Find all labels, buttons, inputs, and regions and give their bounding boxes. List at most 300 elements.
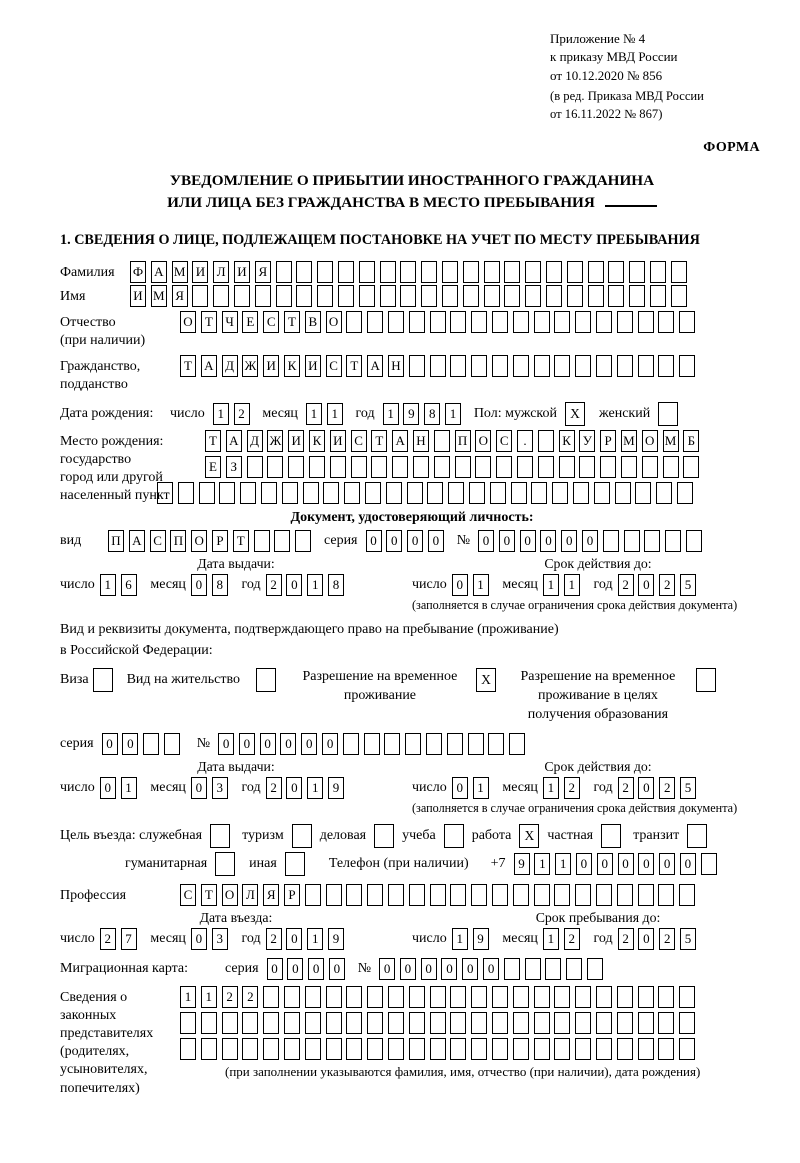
char-cell[interactable] [575,884,591,906]
char-cell[interactable] [504,285,520,307]
char-cell[interactable]: С [263,311,279,333]
char-cell[interactable] [338,285,354,307]
char-cell[interactable] [409,884,425,906]
char-cell[interactable] [484,285,500,307]
char-cell[interactable] [617,1012,633,1034]
char-cell[interactable] [448,482,464,504]
char-cell[interactable]: О [180,311,196,333]
char-cell[interactable] [388,311,404,333]
char-cell[interactable] [407,482,423,504]
char-cell[interactable] [534,986,550,1008]
char-cell[interactable]: 5 [680,574,696,596]
char-cell[interactable] [511,482,527,504]
char-cell[interactable] [380,261,396,283]
char-cell[interactable] [364,733,380,755]
char-cell[interactable]: Б [683,430,699,452]
char-cell[interactable] [513,884,529,906]
char-cell[interactable] [629,261,645,283]
char-cell[interactable]: Н [413,430,429,452]
char-cell[interactable] [701,853,717,875]
purpose-private-checkbox[interactable] [601,824,621,848]
char-cell[interactable] [554,1038,570,1060]
char-cell[interactable] [552,482,568,504]
char-cell[interactable] [323,482,339,504]
char-cell[interactable] [566,958,582,980]
char-cell[interactable]: Р [212,530,228,552]
char-cell[interactable] [447,733,463,755]
char-cell[interactable] [509,733,525,755]
char-cell[interactable]: 0 [286,928,302,950]
char-cell[interactable] [575,1012,591,1034]
char-cell[interactable]: И [192,261,208,283]
char-cell[interactable] [617,311,633,333]
char-cell[interactable]: А [151,261,167,283]
char-cell[interactable] [388,1038,404,1060]
char-cell[interactable] [450,311,466,333]
char-cell[interactable] [638,1012,654,1034]
char-cell[interactable]: Л [213,261,229,283]
char-cell[interactable] [343,733,359,755]
char-cell[interactable] [367,986,383,1008]
char-cell[interactable] [513,986,529,1008]
purpose-commercial-checkbox[interactable] [374,824,394,848]
char-cell[interactable]: 0 [407,530,423,552]
char-cell[interactable] [213,285,229,307]
char-cell[interactable] [219,482,235,504]
char-cell[interactable]: 0 [680,853,696,875]
char-cell[interactable] [346,884,362,906]
char-cell[interactable]: 0 [597,853,613,875]
char-cell[interactable] [575,311,591,333]
char-cell[interactable]: У [579,430,595,452]
char-cell[interactable] [388,884,404,906]
char-cell[interactable] [471,986,487,1008]
char-cell[interactable]: 0 [308,958,324,980]
char-cell[interactable] [683,456,699,478]
char-cell[interactable] [629,285,645,307]
purpose-business-checkbox[interactable] [210,824,230,848]
char-cell[interactable] [400,285,416,307]
sex-male-checkbox[interactable]: X [565,402,585,426]
char-cell[interactable] [305,1012,321,1034]
char-cell[interactable]: О [475,430,491,452]
char-cell[interactable]: 2 [100,928,116,950]
char-cell[interactable]: А [392,430,408,452]
char-cell[interactable] [492,1038,508,1060]
char-cell[interactable] [305,884,321,906]
char-cell[interactable] [359,261,375,283]
char-cell[interactable] [534,311,550,333]
char-cell[interactable] [303,482,319,504]
char-cell[interactable]: 0 [618,853,634,875]
char-cell[interactable] [234,285,250,307]
char-cell[interactable]: П [170,530,186,552]
char-cell[interactable] [180,1038,196,1060]
char-cell[interactable] [455,456,471,478]
char-cell[interactable] [492,884,508,906]
char-cell[interactable]: 1 [121,777,137,799]
char-cell[interactable] [588,285,604,307]
char-cell[interactable]: 2 [234,403,250,425]
char-cell[interactable] [658,1038,674,1060]
char-cell[interactable] [430,355,446,377]
char-cell[interactable]: Д [222,355,238,377]
char-cell[interactable]: 0 [400,958,416,980]
char-cell[interactable]: К [559,430,575,452]
char-cell[interactable] [365,482,381,504]
char-cell[interactable]: Ф [130,261,146,283]
char-cell[interactable] [199,482,215,504]
char-cell[interactable] [326,1012,342,1034]
char-cell[interactable] [534,1012,550,1034]
char-cell[interactable]: 1 [543,928,559,950]
char-cell[interactable]: 0 [122,733,138,755]
char-cell[interactable] [305,986,321,1008]
char-cell[interactable]: 0 [659,853,675,875]
char-cell[interactable] [490,482,506,504]
char-cell[interactable] [492,986,508,1008]
char-cell[interactable] [242,1012,258,1034]
char-cell[interactable]: М [151,285,167,307]
char-cell[interactable] [496,456,512,478]
char-cell[interactable] [442,285,458,307]
char-cell[interactable] [282,482,298,504]
char-cell[interactable]: 0 [421,958,437,980]
char-cell[interactable]: 0 [386,530,402,552]
char-cell[interactable] [650,261,666,283]
char-cell[interactable] [567,261,583,283]
char-cell[interactable]: 0 [441,958,457,980]
char-cell[interactable]: 3 [212,777,228,799]
char-cell[interactable] [344,482,360,504]
char-cell[interactable] [434,430,450,452]
char-cell[interactable] [263,1012,279,1034]
char-cell[interactable]: С [496,430,512,452]
char-cell[interactable] [679,311,695,333]
char-cell[interactable] [513,1012,529,1034]
char-cell[interactable] [450,1012,466,1034]
char-cell[interactable] [575,355,591,377]
char-cell[interactable]: И [130,285,146,307]
char-cell[interactable] [638,355,654,377]
char-cell[interactable] [386,482,402,504]
char-cell[interactable] [201,1012,217,1034]
char-cell[interactable] [546,261,562,283]
char-cell[interactable] [400,261,416,283]
char-cell[interactable] [326,986,342,1008]
char-cell[interactable] [671,261,687,283]
char-cell[interactable]: 1 [473,777,489,799]
char-cell[interactable]: 2 [242,986,258,1008]
char-cell[interactable] [617,884,633,906]
char-cell[interactable] [575,1038,591,1060]
char-cell[interactable] [554,884,570,906]
char-cell[interactable]: И [330,430,346,452]
char-cell[interactable] [525,285,541,307]
char-cell[interactable]: 0 [191,928,207,950]
char-cell[interactable]: Р [600,430,616,452]
char-cell[interactable] [261,482,277,504]
char-cell[interactable]: 0 [322,733,338,755]
char-cell[interactable] [538,456,554,478]
char-cell[interactable] [650,285,666,307]
char-cell[interactable]: Я [255,261,271,283]
purpose-humanitarian-checkbox[interactable] [215,852,235,876]
char-cell[interactable] [468,733,484,755]
char-cell[interactable]: 0 [191,574,207,596]
char-cell[interactable]: 2 [266,777,282,799]
char-cell[interactable]: 1 [180,986,196,1008]
char-cell[interactable]: М [621,430,637,452]
char-cell[interactable]: А [367,355,383,377]
char-cell[interactable] [305,1038,321,1060]
char-cell[interactable] [534,355,550,377]
char-cell[interactable]: 0 [576,853,592,875]
char-cell[interactable] [546,285,562,307]
char-cell[interactable] [677,482,693,504]
char-cell[interactable] [488,733,504,755]
char-cell[interactable] [679,1038,695,1060]
char-cell[interactable] [284,1038,300,1060]
purpose-tourism-checkbox[interactable] [292,824,312,848]
char-cell[interactable] [492,311,508,333]
char-cell[interactable]: 0 [366,530,382,552]
char-cell[interactable]: 1 [306,403,322,425]
char-cell[interactable]: 0 [540,530,556,552]
char-cell[interactable] [388,986,404,1008]
char-cell[interactable] [513,355,529,377]
char-cell[interactable] [426,733,442,755]
char-cell[interactable]: 0 [520,530,536,552]
char-cell[interactable] [531,482,547,504]
char-cell[interactable] [409,355,425,377]
char-cell[interactable] [471,1012,487,1034]
char-cell[interactable] [513,311,529,333]
char-cell[interactable]: И [288,430,304,452]
char-cell[interactable] [413,456,429,478]
char-cell[interactable] [665,530,681,552]
char-cell[interactable] [380,285,396,307]
char-cell[interactable]: 1 [534,853,550,875]
char-cell[interactable]: 2 [222,986,238,1008]
char-cell[interactable]: 0 [561,530,577,552]
char-cell[interactable]: 8 [424,403,440,425]
char-cell[interactable]: 5 [680,777,696,799]
char-cell[interactable] [267,456,283,478]
char-cell[interactable] [317,261,333,283]
char-cell[interactable]: М [663,430,679,452]
char-cell[interactable] [421,261,437,283]
char-cell[interactable]: Ж [267,430,283,452]
char-cell[interactable]: 1 [473,574,489,596]
char-cell[interactable] [538,430,554,452]
char-cell[interactable] [635,482,651,504]
char-cell[interactable] [284,1012,300,1034]
char-cell[interactable]: 1 [543,574,559,596]
char-cell[interactable]: 1 [201,986,217,1008]
char-cell[interactable] [492,355,508,377]
char-cell[interactable] [475,456,491,478]
char-cell[interactable] [359,285,375,307]
char-cell[interactable] [463,261,479,283]
char-cell[interactable] [525,958,541,980]
char-cell[interactable] [596,1038,612,1060]
char-cell[interactable] [658,355,674,377]
char-cell[interactable] [594,482,610,504]
char-cell[interactable] [663,456,679,478]
char-cell[interactable] [658,1012,674,1034]
char-cell[interactable] [471,311,487,333]
temp-residence-checkbox[interactable]: X [476,668,496,692]
char-cell[interactable] [326,884,342,906]
char-cell[interactable]: О [326,311,342,333]
char-cell[interactable]: Ч [222,311,238,333]
char-cell[interactable] [513,1038,529,1060]
char-cell[interactable] [587,958,603,980]
char-cell[interactable] [309,456,325,478]
char-cell[interactable]: 0 [452,574,468,596]
char-cell[interactable]: 0 [483,958,499,980]
char-cell[interactable] [608,285,624,307]
char-cell[interactable] [427,482,443,504]
char-cell[interactable]: 0 [452,777,468,799]
char-cell[interactable]: О [642,430,658,452]
char-cell[interactable] [658,311,674,333]
char-cell[interactable]: 6 [121,574,137,596]
char-cell[interactable] [143,733,159,755]
char-cell[interactable]: 0 [239,733,255,755]
char-cell[interactable] [222,1012,238,1034]
char-cell[interactable]: 1 [307,777,323,799]
char-cell[interactable] [603,530,619,552]
char-cell[interactable] [471,884,487,906]
char-cell[interactable] [638,986,654,1008]
char-cell[interactable]: 0 [218,733,234,755]
char-cell[interactable] [346,1012,362,1034]
char-cell[interactable] [164,733,180,755]
char-cell[interactable]: 1 [452,928,468,950]
char-cell[interactable] [317,285,333,307]
char-cell[interactable] [567,285,583,307]
char-cell[interactable]: Т [180,355,196,377]
char-cell[interactable] [346,311,362,333]
char-cell[interactable]: 2 [564,777,580,799]
char-cell[interactable]: 7 [121,928,137,950]
char-cell[interactable] [255,285,271,307]
char-cell[interactable]: И [263,355,279,377]
char-cell[interactable] [409,1038,425,1060]
char-cell[interactable]: Р [284,884,300,906]
char-cell[interactable]: Т [371,430,387,452]
purpose-work-checkbox[interactable]: X [519,824,539,848]
char-cell[interactable]: 0 [100,777,116,799]
char-cell[interactable] [596,1012,612,1034]
char-cell[interactable]: 8 [212,574,228,596]
char-cell[interactable] [409,986,425,1008]
char-cell[interactable] [504,958,520,980]
char-cell[interactable] [596,986,612,1008]
char-cell[interactable] [180,1012,196,1034]
char-cell[interactable]: С [180,884,196,906]
char-cell[interactable]: 2 [564,928,580,950]
char-cell[interactable] [554,311,570,333]
char-cell[interactable] [178,482,194,504]
char-cell[interactable] [450,986,466,1008]
char-cell[interactable] [644,530,660,552]
char-cell[interactable] [588,261,604,283]
char-cell[interactable]: 2 [618,574,634,596]
char-cell[interactable] [484,261,500,283]
char-cell[interactable]: Т [201,884,217,906]
char-cell[interactable] [450,1038,466,1060]
char-cell[interactable]: 2 [618,777,634,799]
char-cell[interactable]: 1 [383,403,399,425]
char-cell[interactable]: 2 [618,928,634,950]
char-cell[interactable] [430,1012,446,1034]
char-cell[interactable] [276,285,292,307]
char-cell[interactable] [579,456,595,478]
char-cell[interactable] [658,884,674,906]
char-cell[interactable] [430,311,446,333]
char-cell[interactable]: 1 [307,574,323,596]
char-cell[interactable]: 2 [266,574,282,596]
char-cell[interactable] [559,456,575,478]
char-cell[interactable] [296,285,312,307]
char-cell[interactable]: А [226,430,242,452]
char-cell[interactable]: О [222,884,238,906]
char-cell[interactable]: Н [388,355,404,377]
char-cell[interactable] [679,884,695,906]
char-cell[interactable] [330,456,346,478]
char-cell[interactable]: Т [346,355,362,377]
char-cell[interactable]: И [305,355,321,377]
char-cell[interactable] [242,1038,258,1060]
char-cell[interactable]: 1 [564,574,580,596]
char-cell[interactable]: Т [284,311,300,333]
char-cell[interactable]: 0 [286,574,302,596]
char-cell[interactable]: 0 [286,777,302,799]
char-cell[interactable]: 1 [307,928,323,950]
purpose-other-checkbox[interactable] [285,852,305,876]
char-cell[interactable] [434,456,450,478]
char-cell[interactable]: Т [233,530,249,552]
char-cell[interactable]: 9 [328,928,344,950]
char-cell[interactable] [276,261,292,283]
char-cell[interactable] [222,1038,238,1060]
char-cell[interactable]: 0 [301,733,317,755]
visa-checkbox[interactable] [93,668,113,692]
char-cell[interactable] [247,456,263,478]
char-cell[interactable]: 0 [267,958,283,980]
char-cell[interactable]: 1 [445,403,461,425]
char-cell[interactable] [679,355,695,377]
char-cell[interactable] [638,1038,654,1060]
char-cell[interactable] [288,456,304,478]
char-cell[interactable] [463,285,479,307]
char-cell[interactable] [617,355,633,377]
char-cell[interactable] [642,456,658,478]
char-cell[interactable] [430,1038,446,1060]
char-cell[interactable] [679,986,695,1008]
char-cell[interactable]: Я [263,884,279,906]
char-cell[interactable] [409,1012,425,1034]
char-cell[interactable] [367,311,383,333]
char-cell[interactable] [409,311,425,333]
char-cell[interactable] [534,884,550,906]
char-cell[interactable] [351,456,367,478]
char-cell[interactable]: Е [205,456,221,478]
char-cell[interactable] [421,285,437,307]
